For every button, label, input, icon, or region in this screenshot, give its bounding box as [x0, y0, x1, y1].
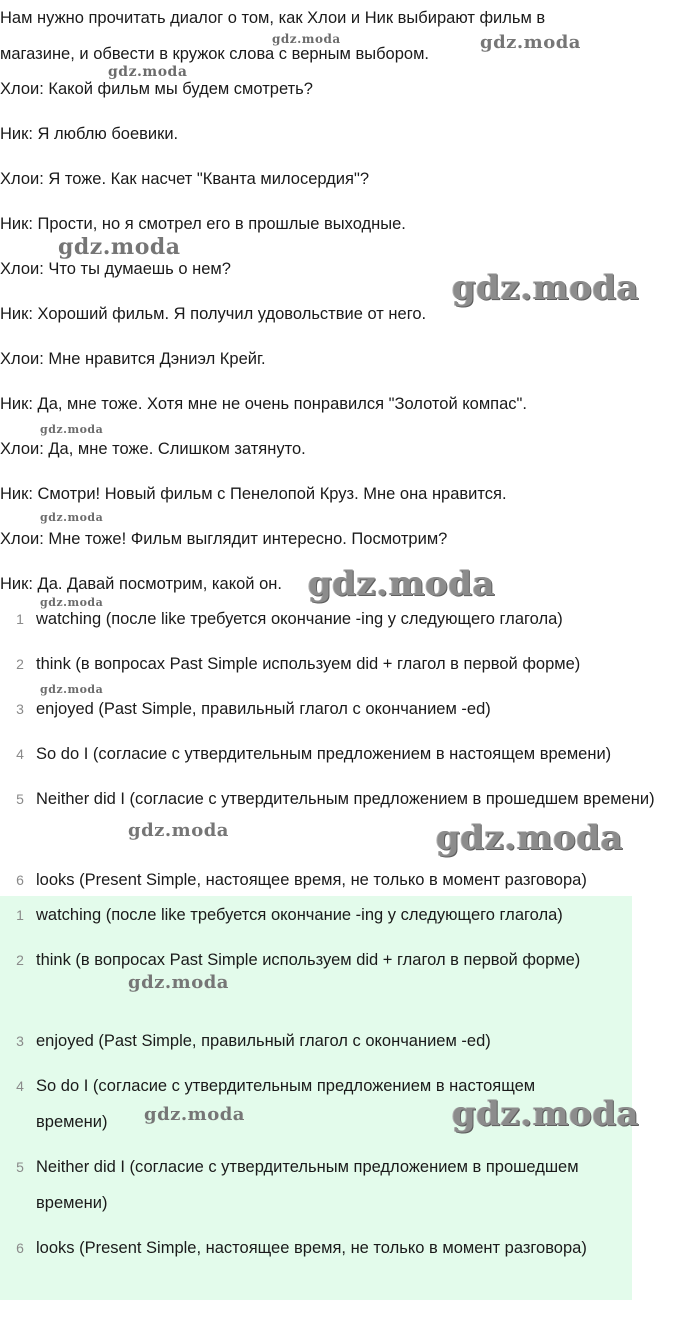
intro-text: Нам нужно прочитать диалог о том, как Хлои и Ник выбирают фильм в магазине, и обвести в кружок слова с верным выбором.	[0, 9, 546, 63]
answer-number: 3	[16, 701, 24, 717]
watermark-logo: gdz.moda	[40, 511, 104, 524]
dialogue-line: Ник: Да. Давай посмотрим, какой он.	[0, 575, 282, 593]
answer-number: 2	[16, 656, 24, 672]
watermark-logo: gdz.moda	[144, 1104, 245, 1125]
answer-number: 3	[16, 1033, 24, 1049]
watermark-logo: gdz.moda	[40, 423, 104, 436]
dialogue-line: Ник: Прости, но я смотрел его в прошлые выходные.	[0, 215, 406, 233]
answer-number: 4	[16, 746, 24, 762]
dialogue-line: Хлои: Что ты думаешь о нем?	[0, 260, 231, 278]
dialogue-line: Хлои: Мне нравится Дэниэл Крейг.	[0, 350, 266, 368]
dialogue-line: Ник: Смотри! Новый фильм с Пенелопой Круз. Мне она нравится.	[0, 485, 507, 503]
watermark-logo: gdz.moda	[108, 64, 188, 80]
answer-text: Neither did I (согласие с утвердительным предложением в прошедшем времени)	[36, 790, 655, 808]
dialogue-line: Ник: Да, мне тоже. Хотя мне не очень понравился "Золотой компас".	[0, 395, 527, 413]
watermark-logo: gdz.moda	[128, 820, 229, 841]
answer-text: So do I (согласие с утвердительным предложением в настоящем времени)	[36, 745, 612, 763]
answer-text: Neither did I (согласие с утвердительным предложением в прошедшем времени)	[36, 1158, 579, 1212]
answer-text: looks (Present Simple, настоящее время, не только в момент разговора)	[36, 871, 587, 889]
answer-text: looks (Present Simple, настоящее время, не только в момент разговора)	[36, 1239, 587, 1257]
answer-text: enjoyed (Past Simple, правильный глагол с окончанием -ed)	[36, 700, 491, 718]
answer-text: watching (после like требуется окончание -ing у следующего глагола)	[36, 610, 563, 628]
dialogue-line: Хлои: Какой фильм мы будем смотреть?	[0, 80, 313, 98]
answer-number: 5	[16, 1159, 24, 1175]
watermark-logo: gdz.moda	[452, 268, 640, 308]
answer-text: watching (после like требуется окончание -ing у следующего глагола)	[36, 906, 563, 924]
answer-text: enjoyed (Past Simple, правильный глагол с окончанием -ed)	[36, 1032, 491, 1050]
dialogue-line: Хлои: Мне тоже! Фильм выглядит интересно. Посмотрим?	[0, 530, 448, 548]
dialogue-line: Ник: Я люблю боевики.	[0, 125, 179, 143]
watermark-logo: gdz.moda	[40, 683, 104, 696]
watermark-logo: gdz.moda	[452, 1094, 640, 1134]
answer-number: 6	[16, 1240, 24, 1256]
answer-number: 6	[16, 872, 24, 888]
dialogue-line: Ник: Хороший фильм. Я получил удовольствие от него.	[0, 305, 427, 323]
watermark-logo: gdz.moda	[480, 32, 581, 53]
answer-text: think (в вопросах Past Simple используем did + глагол в первой форме)	[36, 951, 581, 969]
answer-number: 1	[16, 611, 24, 627]
answer-number: 5	[16, 791, 24, 807]
answer-number: 4	[16, 1078, 24, 1094]
dialogue-line: Хлои: Да, мне тоже. Слишком затянуто.	[0, 440, 306, 458]
watermark-logo: gdz.moda	[272, 32, 341, 46]
answer-number: 1	[16, 907, 24, 923]
watermark-logo: gdz.moda	[128, 972, 229, 993]
watermark-logo: gdz.moda	[58, 234, 181, 260]
watermark-logo: gdz.moda	[308, 564, 496, 604]
answer-number: 2	[16, 952, 24, 968]
answer-text: think (в вопросах Past Simple используем did + глагол в первой форме)	[36, 655, 581, 673]
answer-text: So do I (согласие с утвердительным предложением в настоящем времени)	[36, 1077, 536, 1131]
dialogue-line: Хлои: Я тоже. Как насчет "Кванта милосердия"?	[0, 170, 369, 188]
watermark-logo: gdz.moda	[40, 596, 104, 609]
watermark-logo: gdz.moda	[436, 818, 624, 858]
